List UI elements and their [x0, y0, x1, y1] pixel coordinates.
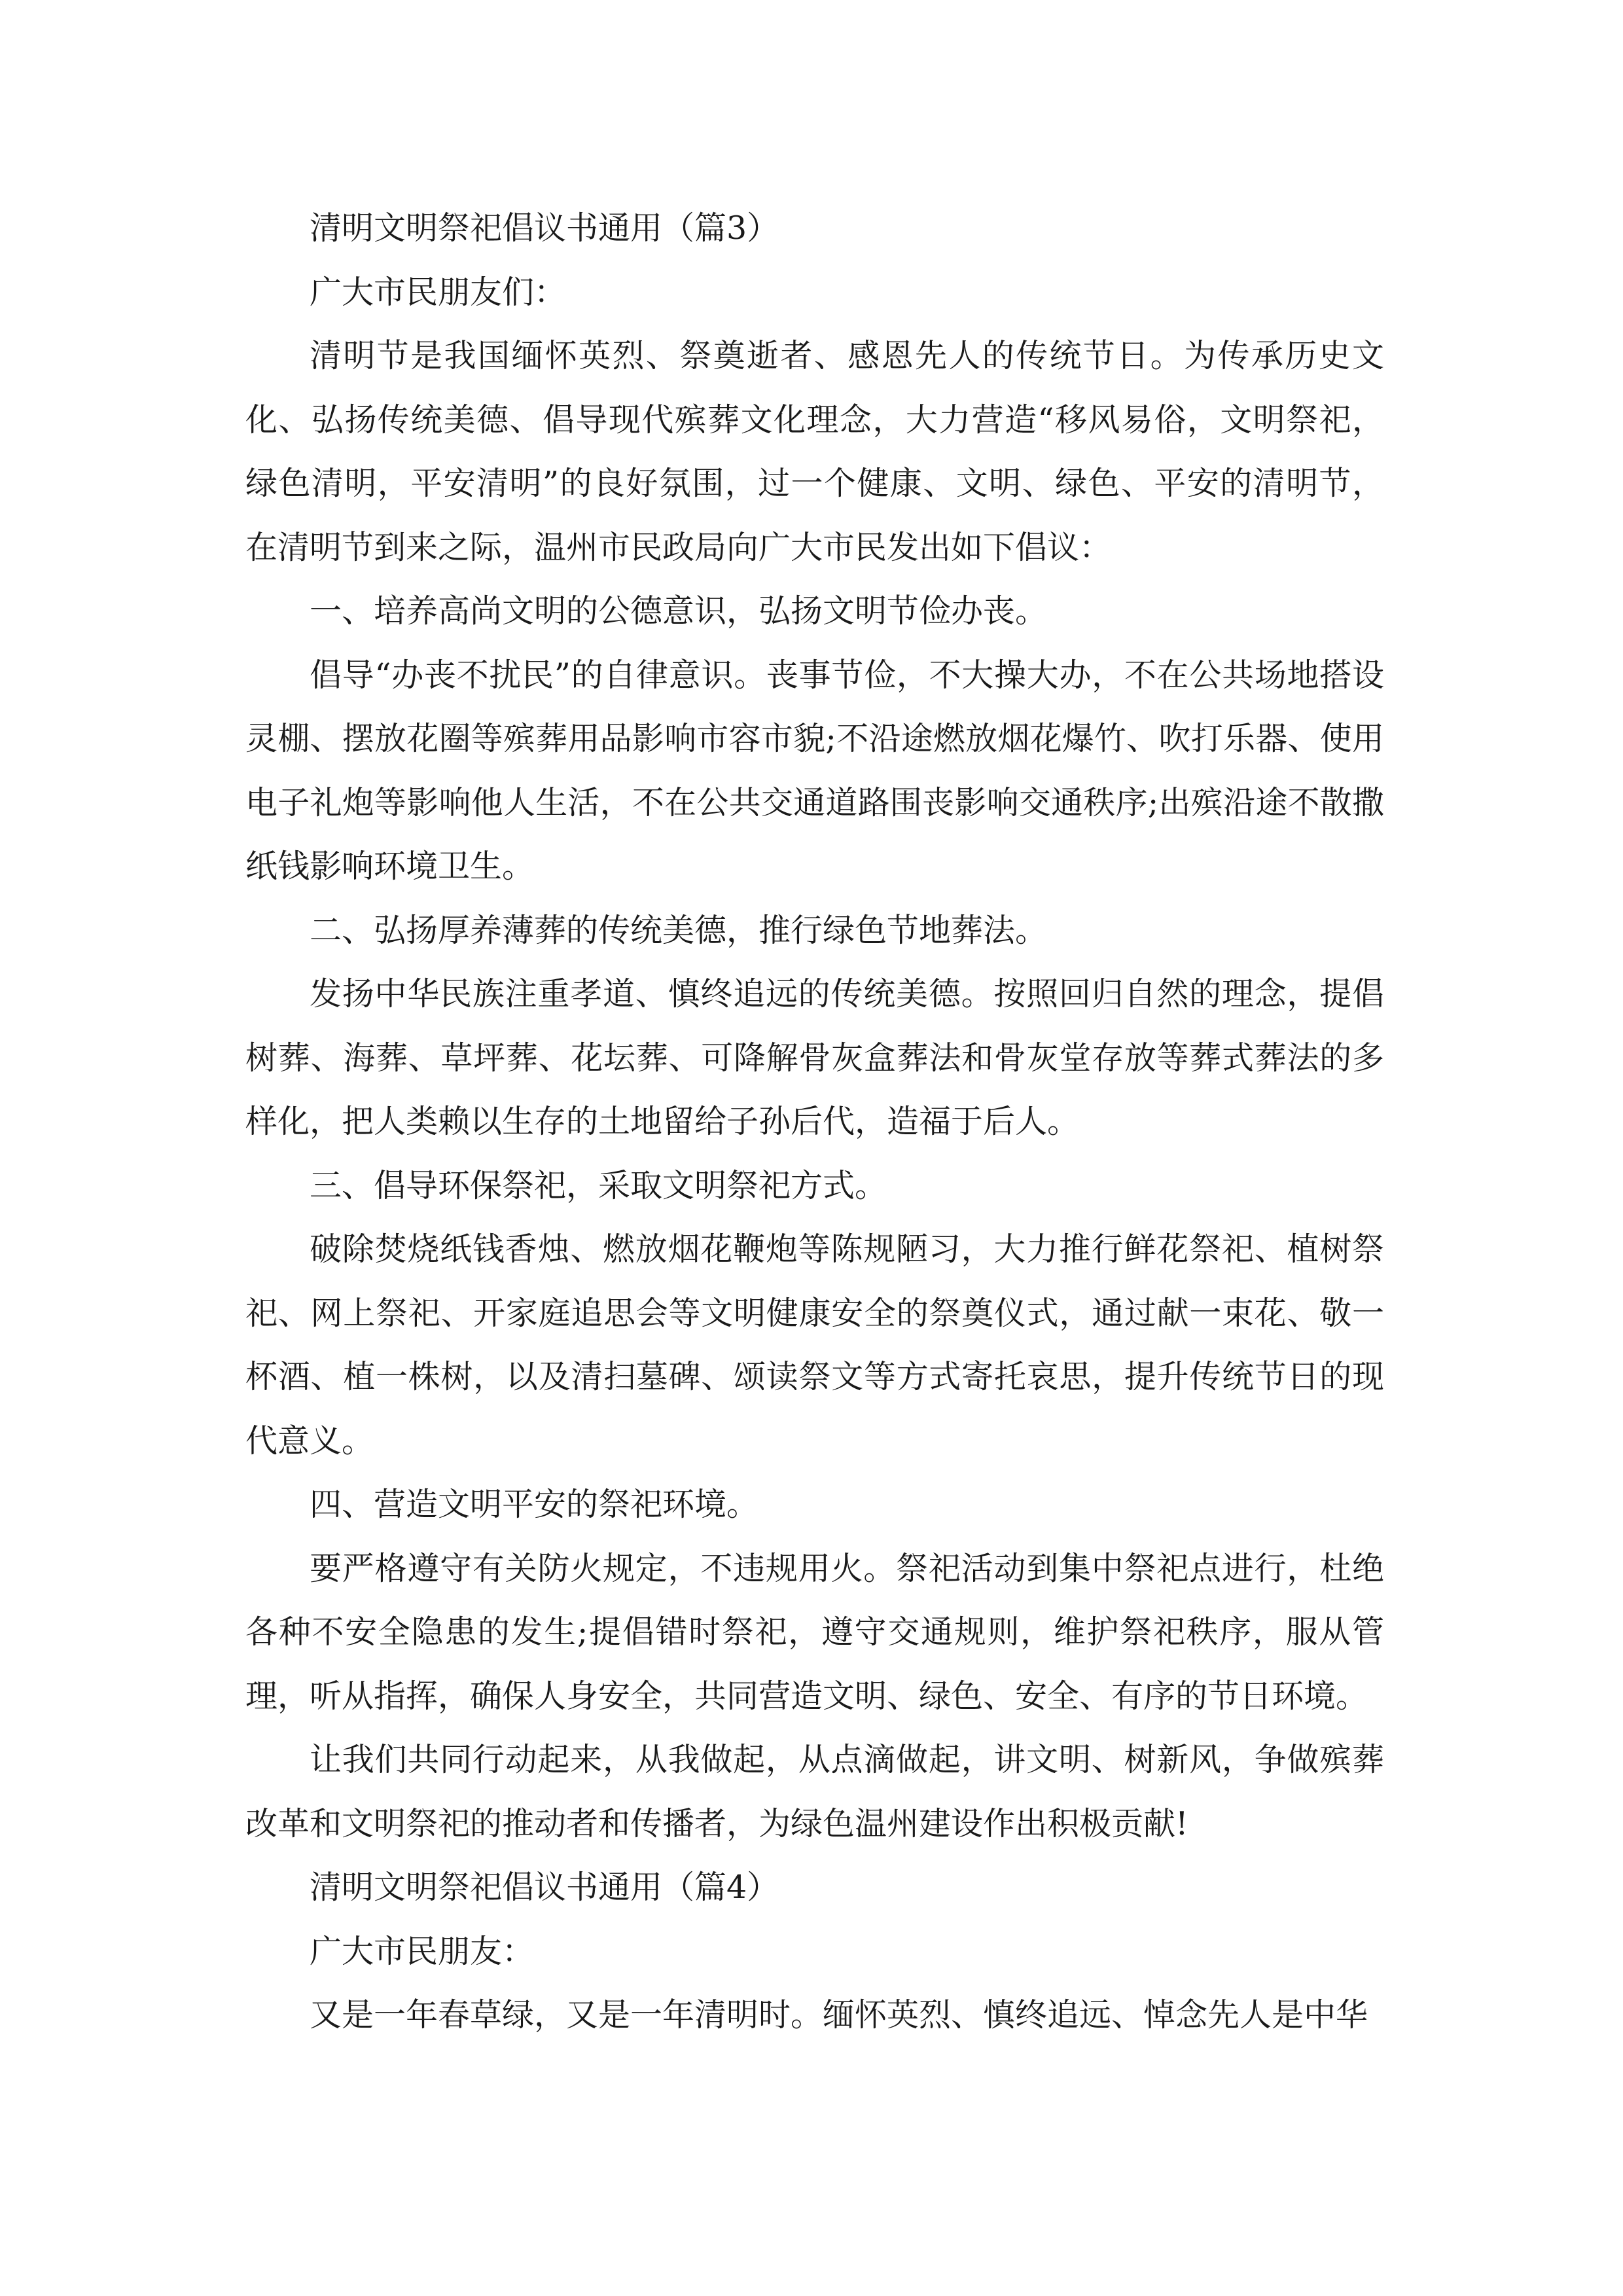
salutation: 广大市民朋友们： — [310, 273, 567, 311]
document-body — [245, 196, 1384, 2047]
body-paragraph: 要严格遵守有关防火规定，不违规用火。祭祀活动到集中祭祀点进行，杜绝各种不安全隐患的发生;提倡错时祭祀，遵守交通规则，维护祭祀秩序，服从管理，听从指挥，确保人身安全，共同营造文明、绿色、安全、有序的节日环境。 — [245, 1549, 1384, 1715]
section-heading: 一、培养高尚文明的公德意识，弘扬文明节俭办丧。 — [310, 592, 1048, 630]
salutation: 广大市民朋友： — [310, 1932, 535, 1970]
body-paragraph: 又是一年春草绿，又是一年清明时。缅怀英烈、慎终追远、悼念先人是中华 — [310, 1996, 1368, 2034]
section-heading: 二、弘扬厚养薄葬的传统美德，推行绿色节地葬法。 — [310, 911, 1048, 949]
body-paragraph: 让我们共同行动起来，从我做起，从点滴做起，讲文明、树新风，争做殡葬改革和文明祭祀的推动者和传播者，为绿色温州建设作出积极贡献! — [245, 1741, 1384, 1842]
section-title: 清明文明祭祀倡议书通用（篇4） — [310, 1869, 779, 1906]
body-paragraph: 清明节是我国缅怀英烈、祭奠逝者、感恩先人的传统节日。为传承历史文化、弘扬传统美德、倡导现代殡葬文化理念，大力营造“移风易俗，文明祭祀，绿色清明，平安清明”的良好氛围，过一个健康、文明、绿色、平安的清明节，在清明节到来之际，温州市民政局向广大市民发出如下倡议： — [245, 337, 1384, 566]
body-paragraph: 发扬中华民族注重孝道、慎终追远的传统美德。按照回归自然的理念，提倡树葬、海葬、草坪葬、花坛葬、可降解骨灰盒葬法和骨灰堂存放等葬式葬法的多样化，把人类赖以生存的土地留给子孙后代，造福于后人。 — [245, 975, 1384, 1140]
body-paragraph: 破除焚烧纸钱香烛、燃放烟花鞭炮等陈规陋习，大力推行鲜花祭祀、植树祭祀、网上祭祀、开家庭追思会等文明健康安全的祭奠仪式，通过献一束花、敬一杯酒、植一株树，以及清扫墓碑、颂读祭文等方式寄托哀思，提升传统节日的现代意义。 — [245, 1230, 1384, 1460]
body-paragraph: 倡导“办丧不扰民”的自律意识。丧事节俭，不大操大办，不在公共场地搭设灵棚、摆放花圈等殡葬用品影响市容市貌;不沿途燃放烟花爆竹、吹打乐器、使用电子礼炮等影响他人生活，不在公共交通道路围丧影响交通秩序;出殡沿途不散撒纸钱影响环境卫生。 — [245, 656, 1384, 885]
section-title: 清明文明祭祀倡议书通用（篇3） — [310, 209, 779, 247]
section-heading: 三、倡导环保祭祀，采取文明祭祀方式。 — [310, 1166, 887, 1204]
section-heading: 四、营造文明平安的祭祀环境。 — [310, 1486, 759, 1523]
